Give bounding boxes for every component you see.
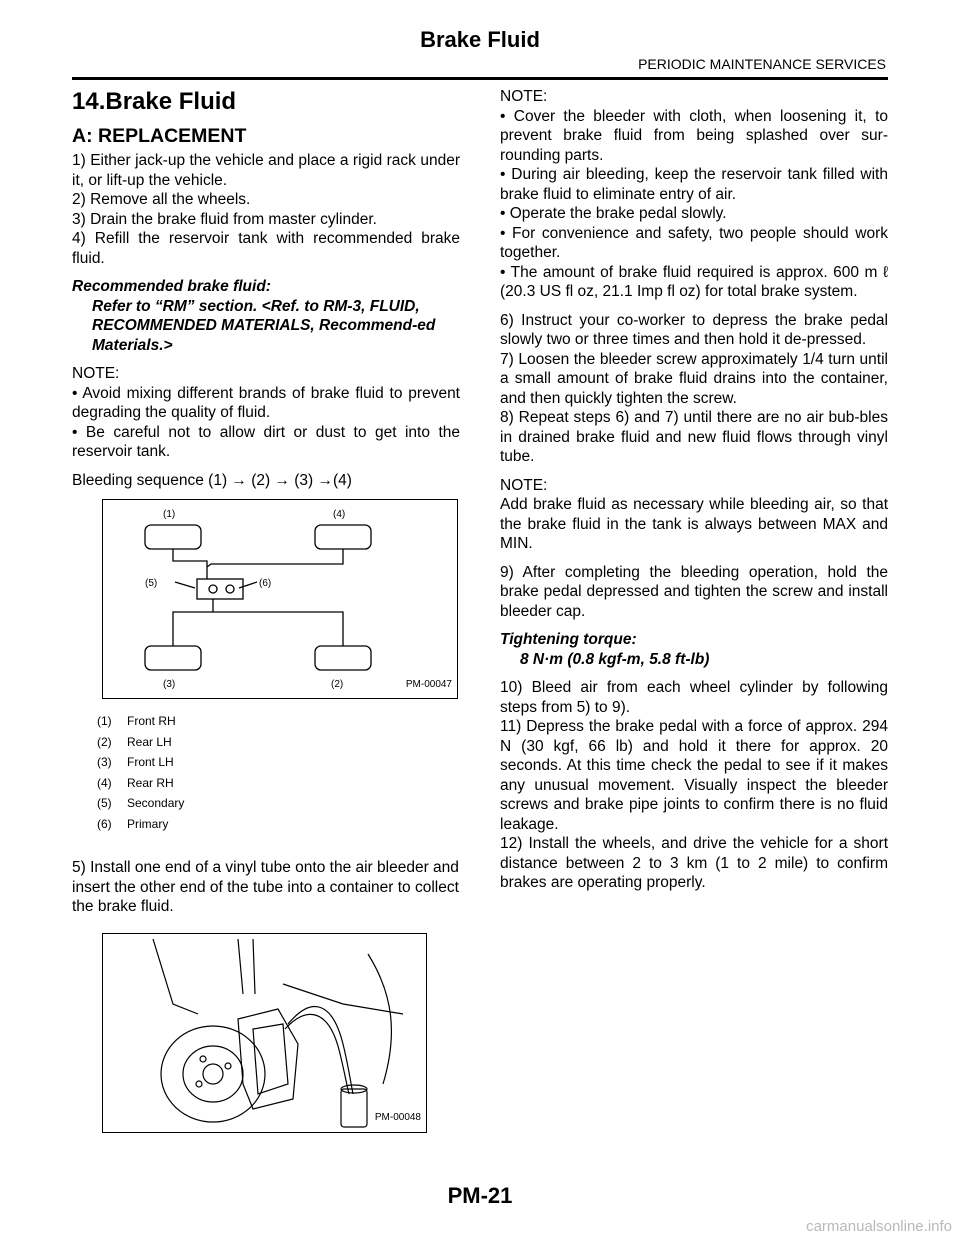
master-cylinder bbox=[197, 579, 243, 599]
diagram-label-3: (3) bbox=[163, 679, 176, 690]
legend-item: (6) Primary bbox=[97, 816, 169, 831]
step-7: 7) Loosen the bleeder screw approximately 1/4 turn until a small amount of brake fluid drains into the container, and then quickly tighten the screw. bbox=[500, 350, 888, 407]
diagram-label-6: (6) bbox=[259, 578, 272, 589]
figure-code: PM-00048 bbox=[374, 1112, 421, 1123]
step-11: 11) Depress the brake pedal with a force of approx. 294 N (30 kgf, 66 lb) and hold it there for approx. 20 seconds. At this time check the pedal to see if it makes any unusual movement. Visually inspect the bleeder screws and brake pipe joints to confirm there is no fluid leakage. bbox=[500, 718, 888, 833]
bleeding-illustration-svg bbox=[103, 934, 426, 1132]
section-title: 14.Brake Fluid bbox=[72, 88, 237, 115]
step-3: 3) Drain the brake fluid from master cylinder. bbox=[72, 210, 377, 228]
recommended-fluid-label: Recommended brake fluid: bbox=[72, 278, 271, 295]
right-column bbox=[500, 87, 888, 902]
diagram-label-1: (1) bbox=[163, 509, 176, 520]
bleeding-sequence: Bleeding sequence (1) → (2) → (3) →(4) bbox=[72, 471, 352, 489]
legend-item: (2) Rear LH bbox=[97, 734, 172, 749]
step-1: 1) Either jack-up the vehicle and place a rigid rack under it, or lift-up the vehicle. bbox=[72, 152, 460, 189]
brake-line-diagram-svg bbox=[103, 500, 457, 698]
torque-value: 8 N·m (0.8 kgf-m, 5.8 ft-lb) bbox=[520, 650, 710, 668]
step-12: 12) Install the wheels, and drive the vehicle for a short distance between 2 to 3 km (1 to 2 mile) to confirm brakes are operating properly. bbox=[500, 835, 888, 891]
page-header-section: PERIODIC MAINTENANCE SERVICES bbox=[638, 56, 886, 72]
note-item: • For convenience and safety, two people should work together. bbox=[500, 224, 888, 261]
recommended-fluid-reference: Refer to “RM” section. <Ref. to RM-3, FLUID, RECOMMENDED MATERIALS, Recommend-ed Materials.> bbox=[92, 297, 436, 354]
note-item: • The amount of brake fluid required is approx. 600 m ℓ (20.3 US fl oz, 21.1 Imp fl oz) for total brake system. bbox=[500, 263, 888, 300]
wheel-front-rh bbox=[145, 525, 201, 549]
torque-label: Tightening torque: bbox=[500, 631, 637, 648]
wheel-rear-rh bbox=[315, 525, 371, 549]
wheel-rear-lh bbox=[315, 646, 371, 670]
page-header-title: Brake Fluid bbox=[420, 27, 540, 52]
note-label: NOTE: bbox=[500, 476, 548, 494]
legend-item: (1) Front RH bbox=[97, 714, 176, 728]
bleeding-illustration bbox=[102, 933, 427, 1133]
legend-item: (3) Front LH bbox=[97, 755, 174, 769]
subsection-title: A: REPLACEMENT bbox=[72, 125, 247, 147]
step-6: 6) Instruct your co-worker to depress the brake pedal slowly two or three times and then hold it de-pressed. bbox=[500, 311, 888, 348]
legend-item: (5) Secondary bbox=[97, 796, 185, 810]
note-item: • Operate the brake pedal slowly. bbox=[500, 205, 727, 222]
brake-caliper bbox=[238, 1009, 298, 1109]
figure-code: PM-00047 bbox=[405, 678, 452, 690]
fluid-container bbox=[341, 1089, 367, 1127]
diagram-label-5: (5) bbox=[145, 578, 158, 589]
step-5: 5) Install one end of a vinyl tube onto the air bleeder and insert the other end of the tube into a container to collect the brake fluid. bbox=[72, 859, 459, 915]
note-label: NOTE: bbox=[500, 88, 548, 105]
diagram-legend bbox=[97, 711, 460, 834]
step-2: 2) Remove all the wheels. bbox=[72, 191, 251, 208]
diagram-label-4: (4) bbox=[333, 509, 346, 520]
brake-line-diagram bbox=[102, 499, 458, 699]
note-item: • Be careful not to allow dirt or dust to get into the reservoir tank. bbox=[72, 423, 460, 460]
step-4: 4) Refill the reservoir tank with recommended brake fluid. bbox=[72, 230, 460, 267]
step-10: 10) Bleed air from each wheel cylinder by following steps from 5) to 9). bbox=[500, 679, 888, 716]
watermark-text: carmanualsonline.info bbox=[806, 1218, 952, 1235]
step-9: 9) After completing the bleeding operation, hold the brake pedal depressed and tighten the screw and install bleeder cap. bbox=[500, 563, 888, 620]
note-item: • Avoid mixing different brands of brake fluid to prevent degrading the quality of fluid. bbox=[72, 384, 460, 421]
brake-rotor bbox=[161, 1026, 265, 1122]
wheel-front-lh bbox=[145, 646, 201, 670]
note-item: • Cover the bleeder with cloth, when loosening it, to prevent brake fluid from being splashed over sur-rounding parts. bbox=[500, 107, 888, 164]
note-text: Add brake fluid as necessary while bleeding air, so that the brake fluid in the tank is always between MAX and MIN. bbox=[500, 496, 888, 552]
header-rule bbox=[72, 77, 888, 80]
note-label: NOTE: bbox=[72, 365, 120, 382]
left-column bbox=[72, 87, 460, 1133]
legend-item: (4) Rear RH bbox=[97, 775, 174, 790]
page-number: PM-21 bbox=[447, 1183, 513, 1208]
note-item: • During air bleeding, keep the reservoir tank filled with brake fluid to eliminate entry of air. bbox=[500, 166, 888, 203]
step-8: 8) Repeat steps 6) and 7) until there are no air bub-bles in drained brake fluid and new fluid flows through vinyl tube. bbox=[500, 409, 888, 465]
diagram-label-2: (2) bbox=[331, 679, 344, 690]
